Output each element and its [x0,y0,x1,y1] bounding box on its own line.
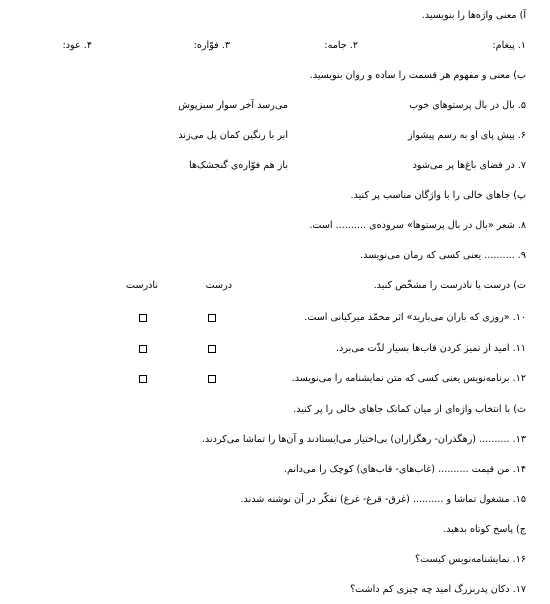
vocab-item-4: ۴. عود: [62,40,92,51]
vocab-item-1: ۱. پیغام: [492,40,526,51]
false-checkbox-12[interactable] [139,375,147,383]
true-false-item-11: ۱۱. امید از تمیز کردن قاب‌ها بسیار لذّت می‌برد. [336,343,526,354]
short-answer-17: ۱۷. دکان پدربزرگ امید چه چیزی کم داشت؟ [350,584,526,595]
poem-line-6-right: ۶. پیش پای او به رسم پیشواز [408,130,526,141]
choice-item-14: ۱۴. من قیمت .......... (غاب‌های- قاب‌های) کوچک را می‌دانم. [283,464,526,475]
false-checkbox-10[interactable] [139,314,147,322]
short-answer-16: ۱۶. نمایشنامه‌نویس کیست؟ [415,554,526,565]
section-j-title: ج) پاسخ کوتاه بدهید. [443,524,526,535]
section-a-title: آ) معنی واژه‌ها را بنویسید. [421,10,526,21]
column-header-true: درست [205,280,232,291]
poem-line-5-left: می‌رسد آخر سوار سبزپوش [178,100,288,111]
true-checkbox-11[interactable] [208,345,216,353]
section-b-title: ب) معنی و مفهوم هر قسمت را ساده و روان بنویسید. [309,70,526,81]
section-p-title: پ) جاهای خالی را با واژگان مناسب پر کنید. [350,190,526,201]
poem-line-7-right: ۷. در فضای باغ‌ها پر می‌شود [412,160,526,171]
fill-blank-8: ۸. شعر «بال در بال پرستوها» سروده‌ی .......... است. [309,220,526,231]
fill-blank-9: ۹. .......... یعنی کسی که رمان می‌نویسد. [360,250,526,261]
vocab-item-2: ۲. جامه: [324,40,358,51]
false-checkbox-11[interactable] [139,345,147,353]
column-header-false: نادرست [126,280,158,291]
true-false-item-10: ۱۰. «روزی که باران می‌بارید» اثر محمّد میرکیانی است. [304,312,526,323]
true-false-item-12: ۱۲. برنامه‌نویس یعنی کسی که متن نمایشنامه را می‌نویسد. [291,373,526,384]
section-s-title: ث) با انتخاب واژه‌ای از میان کمانک جاهای خالی را پر کنید. [293,404,526,415]
poem-line-6-left: ابر با رنگین کمان پل می‌زند [178,130,288,141]
true-checkbox-10[interactable] [208,314,216,322]
choice-item-13: ۱۳. .......... (رهگذران- رهگزاران) بی‌اختیار می‌ایستادند و آن‌ها را تماشا می‌کردند. [201,434,526,445]
vocab-item-3: ۳. فوّاره: [193,40,230,51]
choice-item-15: ۱۵. مشغول تماشا و .......... (غرق- قرغ- غرغ) تفکّر در آن نوشته شدند. [240,494,526,505]
poem-line-7-left: باز هم فوّاره‌ی گنجشک‌ها [189,160,288,171]
section-t-title: ت) درست یا نادرست را مشخّص کنید. [373,280,526,291]
true-checkbox-12[interactable] [208,375,216,383]
poem-line-5-right: ۵. بال در بال پرستوهای خوب [409,100,526,111]
